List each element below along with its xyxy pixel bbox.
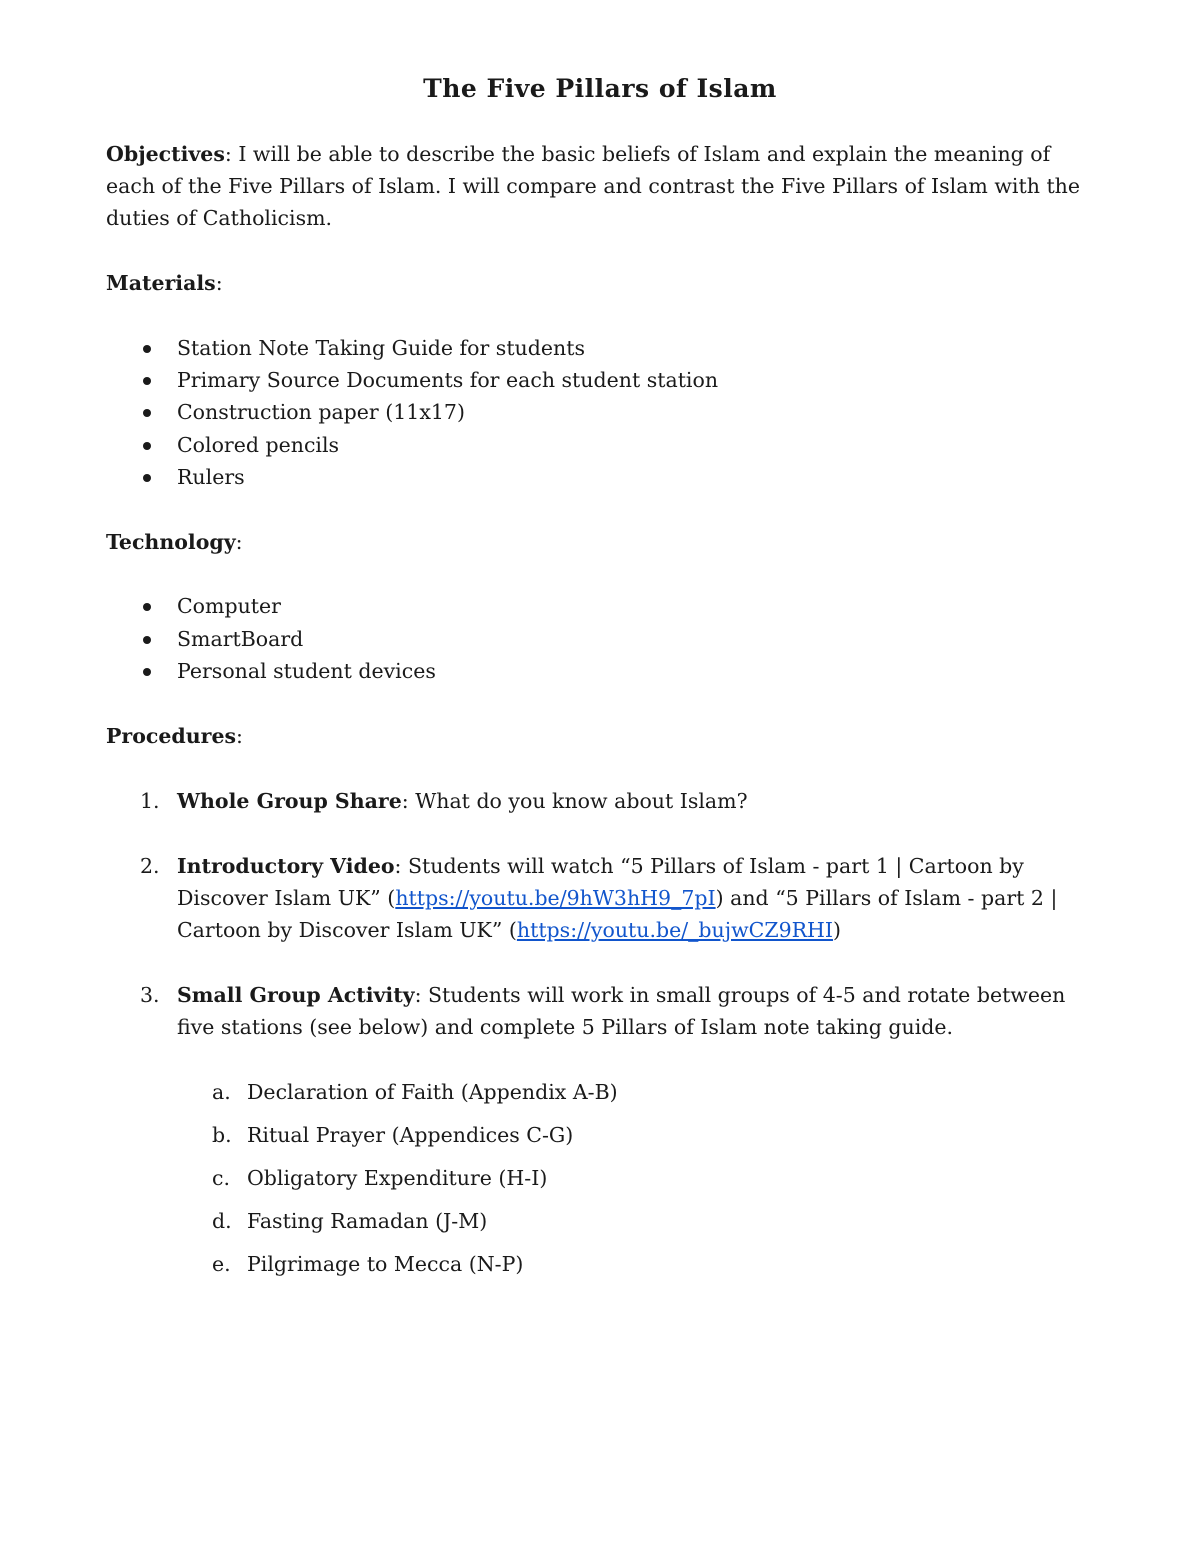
substep-letter: d. — [212, 1209, 232, 1233]
station-obligatory-expenditure: Obligatory Expenditure (H-I) — [247, 1166, 548, 1190]
station-pilgrimage-to-mecca: Pilgrimage to Mecca (N-P) — [247, 1252, 524, 1276]
step-number: 3. — [140, 983, 160, 1007]
list-item: Computer — [177, 594, 281, 618]
objectives-line-3: duties of Catholicism. — [106, 206, 333, 230]
station-fasting-ramadan: Fasting Ramadan (J-M) — [247, 1209, 488, 1233]
video-link-part-1[interactable]: https://youtu.be/9hW3hH9_7pI — [395, 886, 716, 910]
objectives-line-1: Objectives: I will be able to describe the basic beliefs of Islam and explain the meaning of — [106, 142, 1051, 166]
station-declaration-of-faith: Declaration of Faith (Appendix A-B) — [247, 1080, 618, 1104]
bullet-icon — [143, 442, 151, 450]
bullet-icon — [143, 636, 151, 644]
list-item: Construction paper (11x17) — [177, 400, 465, 424]
bullet-icon — [143, 377, 151, 385]
procedures-heading: Procedures: — [106, 724, 243, 748]
bullet-icon — [143, 474, 151, 482]
substep-letter: e. — [212, 1252, 231, 1276]
step-number: 2. — [140, 854, 160, 878]
bullet-icon — [143, 409, 151, 417]
materials-heading: Materials: — [106, 271, 223, 295]
objectives-label: Objectives — [106, 142, 225, 166]
video-link-part-2[interactable]: https://youtu.be/_bujwCZ9RHI — [516, 918, 834, 942]
substep-letter: c. — [212, 1166, 230, 1190]
step-introductory-video-line-3: Cartoon by Discover Islam UK” (https://youtu.be/_bujwCZ9RHI) — [177, 918, 842, 942]
step-number: 1. — [140, 789, 160, 813]
step-small-group-activity-line-2: five stations (see below) and complete 5 Pillars of Islam note taking guide. — [177, 1015, 954, 1039]
list-item: SmartBoard — [177, 627, 304, 651]
bullet-icon — [143, 345, 151, 353]
step-whole-group-share: Whole Group Share: What do you know about Islam? — [177, 789, 748, 813]
substep-letter: b. — [212, 1123, 232, 1147]
step-introductory-video-line-2: Discover Islam UK” (https://youtu.be/9hW3hH9_7pI) and “5 Pillars of Islam - part 2 | — [177, 886, 1058, 910]
list-item: Station Note Taking Guide for students — [177, 336, 585, 360]
list-item: Personal student devices — [177, 659, 436, 683]
objectives-line-2: each of the Five Pillars of Islam. I will compare and contrast the Five Pillars of Islam with the — [106, 174, 1081, 198]
technology-heading: Technology: — [106, 530, 243, 554]
step-small-group-activity-line-1: Small Group Activity: Students will work in small groups of 4-5 and rotate between — [177, 983, 1066, 1007]
list-item: Primary Source Documents for each student station — [177, 368, 719, 392]
step-introductory-video-line-1: Introductory Video: Students will watch “5 Pillars of Islam - part 1 | Cartoon by — [177, 854, 1024, 878]
substep-letter: a. — [212, 1080, 231, 1104]
bullet-icon — [143, 603, 151, 611]
list-item: Colored pencils — [177, 433, 340, 457]
list-item: Rulers — [177, 465, 245, 489]
page-title: The Five Pillars of Islam — [423, 74, 777, 103]
station-ritual-prayer: Ritual Prayer (Appendices C-G) — [247, 1123, 574, 1147]
bullet-icon — [143, 668, 151, 676]
